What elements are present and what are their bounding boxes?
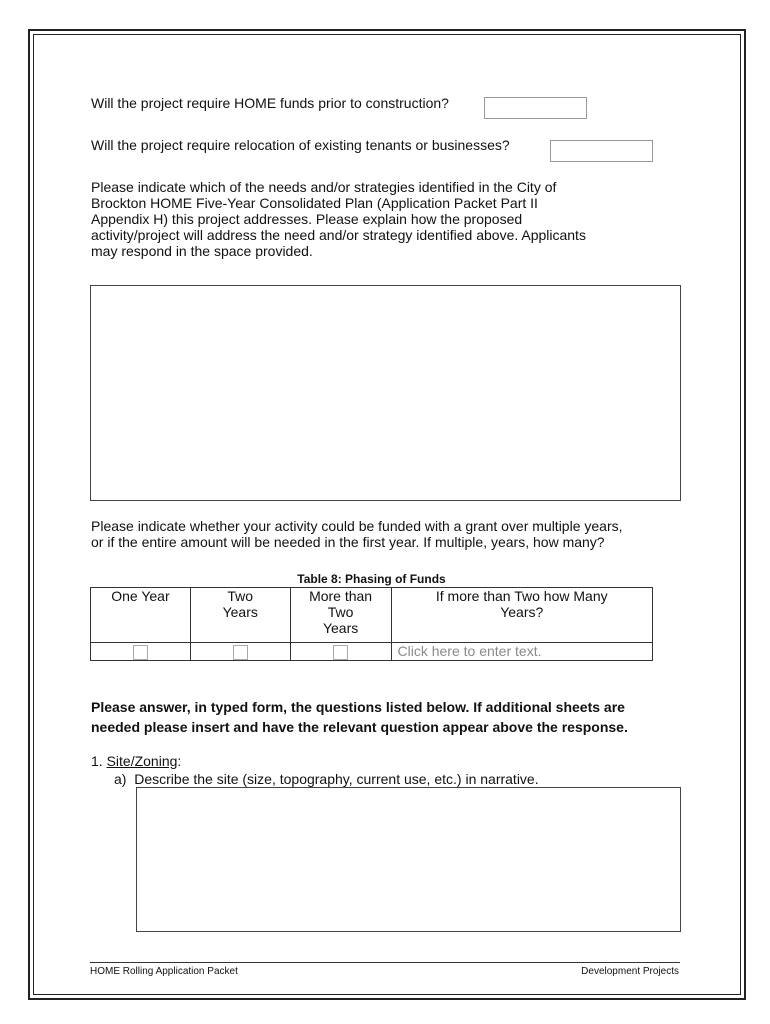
footer-divider [90,962,680,963]
typed-form-instructions [91,697,681,737]
paragraph-line: may respond in the space provided. [91,243,313,259]
footer-right-text: Development Projects [581,966,679,977]
phasing-of-funds-table [90,587,653,661]
paragraph-line: Appendix H) this project addresses. Please explain how the proposed [91,211,523,227]
paragraph-line: or if the entire amount will be needed in the first year. If multiple, years, how many? [91,534,605,550]
site-zoning-heading [91,753,181,769]
header-label: Years [322,620,359,636]
phasing-instructions [91,518,691,550]
header-label: Two [327,604,354,620]
one-year-checkbox[interactable] [133,645,148,660]
site-description-prompt [114,771,539,787]
more-than-two-cell [290,643,391,661]
site-zoning-title: Site/Zoning [106,753,178,769]
instruction-line: Please answer, in typed form, the questions listed below. If additional sheets are [91,699,625,715]
site-description-textarea[interactable] [136,787,681,932]
header-more-than-two-years [290,588,391,643]
how-many-years-input[interactable]: Click here to enter text. [391,643,652,661]
one-year-cell [91,643,191,661]
header-label: One Year [111,588,170,604]
more-than-two-years-checkbox[interactable] [333,645,348,660]
header-label: Years [222,604,258,620]
header-label: More than [309,588,373,604]
sub-item-label: a) [114,771,127,787]
footer-left-text: HOME Rolling Application Packet [90,966,238,977]
two-years-cell [190,643,290,661]
needs-strategies-instructions [91,179,651,259]
paragraph-line: Please indicate which of the needs and/or strategies identified in the City of [91,179,557,195]
two-years-checkbox[interactable] [233,645,248,660]
needs-response-textarea[interactable] [90,285,681,501]
sub-item-text: Describe the site (size, topography, current use, etc.) in narrative. [134,771,539,787]
header-label: Two [227,588,254,604]
question-home-funds: Will the project require HOME funds prior to construction? [91,95,449,111]
relocation-answer-field[interactable] [550,140,653,162]
table-caption: Table 8: Phasing of Funds [297,572,446,586]
paragraph-line: activity/project will address the need and/or strategy identified above. Applicants [91,227,586,243]
paragraph-line: Brockton HOME Five-Year Consolidated Plan (Application Packet Part II [91,195,538,211]
table-row [91,643,653,661]
item-number: 1. [91,753,107,769]
header-label: If more than Two how Many [435,588,608,604]
paragraph-line: Please indicate whether your activity could be funded with a grant over multiple years, [91,518,623,534]
heading-colon: : [177,753,182,769]
header-how-many-years [391,588,652,643]
question-relocation: Will the project require relocation of existing tenants or businesses? [91,137,510,153]
header-two-years [190,588,290,643]
home-funds-answer-field[interactable] [484,97,587,119]
instruction-line: needed please insert and have the relevant question appear above the response. [91,719,628,735]
header-one-year [91,588,191,643]
header-label: Years? [500,604,544,620]
